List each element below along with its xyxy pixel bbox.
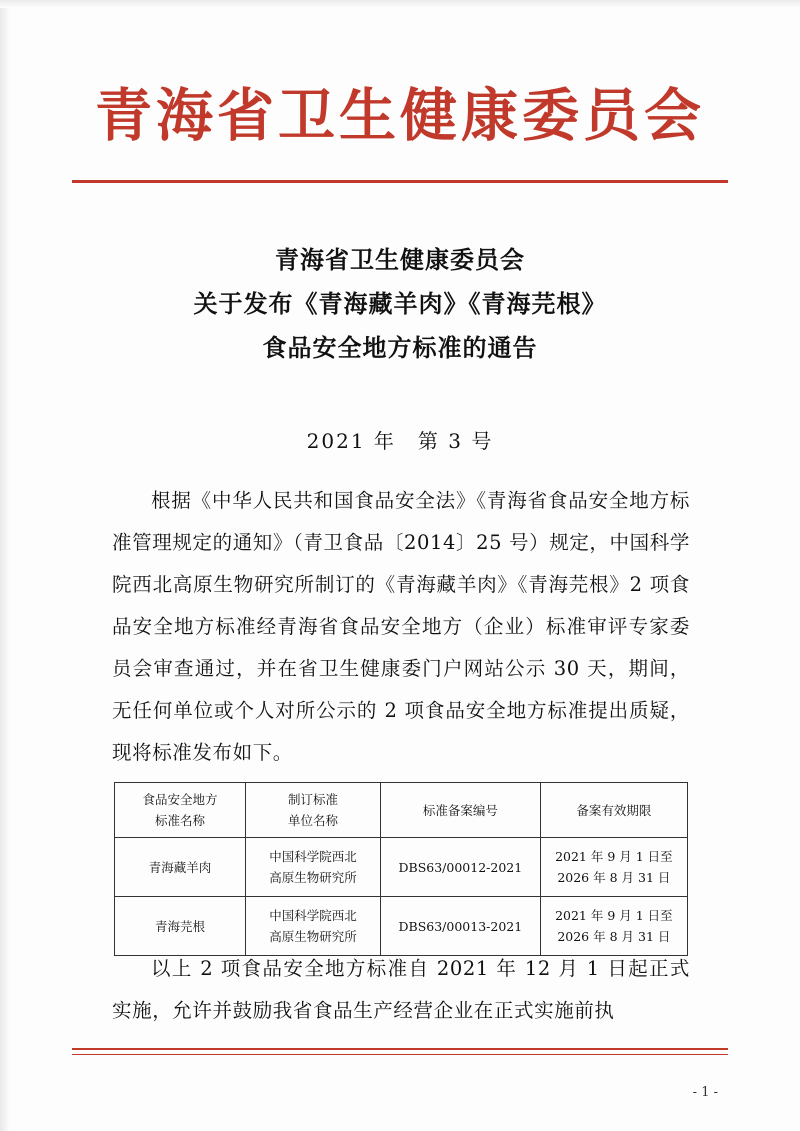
scan-edge-left [0,0,10,1131]
table-row [115,838,688,897]
standards-table [114,782,688,956]
table-header-name-line-2: 标准名称 [155,813,206,828]
masthead-divider [72,180,728,183]
table-cell-validity [540,897,687,956]
masthead [0,82,800,149]
table-header-unit [246,783,381,838]
table-cell-validity-line-1: 2021 年 9 月 1 日至 [555,908,673,923]
masthead-title: 青海省卫生健康委员会 [95,82,705,149]
table-cell-code: DBS63/00012-2021 [380,838,540,897]
table-header-row [115,783,688,838]
table-cell-validity-line-2: 2026 年 8 月 31 日 [557,929,671,944]
document-number: 2021 年 第 3 号 [306,429,494,453]
table-header-validity: 备案有效期限 [540,783,687,838]
document-title-line-2: 关于发布《青海藏羊肉》《青海芫根》 [193,289,607,318]
scan-edge-top [0,0,800,8]
table-cell-unit-line-1: 中国科学院西北 [269,849,357,864]
footer-divider-thin [72,1054,728,1055]
table-cell-name: 青海芫根 [115,897,246,956]
table-header-name [115,783,246,838]
table-cell-name: 青海藏羊肉 [115,838,246,897]
table-header-code: 标准备案编号 [380,783,540,838]
table-cell-unit-line-2: 高原生物研究所 [269,929,357,944]
table-cell-validity [540,838,687,897]
table-cell-unit-line-1: 中国科学院西北 [269,908,357,923]
table-cell-validity-line-1: 2021 年 9 月 1 日至 [555,849,673,864]
table-cell-validity-line-2: 2026 年 8 月 31 日 [557,870,671,885]
page-number: - 1 - [692,1085,718,1100]
table-header-name-line-1: 食品安全地方 [142,792,218,807]
document-title-line-3: 食品安全地方标准的通告 [262,333,538,362]
document-title [100,238,700,370]
table-cell-unit-line-2: 高原生物研究所 [269,870,357,885]
closing-paragraph: 以上 2 项食品安全地方标准自 2021 年 12 月 1 日起正式实施，允许并鼓励我省食品生产经营企业在正式实施前执 [112,957,690,1022]
body-text [112,480,690,774]
table-header-unit-line-1: 制订标准 [288,792,339,807]
table-cell-unit [246,897,381,956]
closing-text [112,948,690,1032]
body-paragraph: 根据《中华人民共和国食品安全法》《青海省食品安全地方标准管理规定的通知》（青卫食品〔2014〕25 号）规定，中国科学院西北高原生物研究所制订的《青海藏羊肉》《青海芫根》2 项食品安全地方标准经青海省食品安全地方（企业）标准审评专家委员会审查通过，并在省卫生健康委门户网站公示 30 天，期间，无任何单位或个人对所公示的 2 项食品安全地方标准提出质疑，现将标准发布如下。 [112,489,690,764]
table-cell-unit [246,838,381,897]
table-cell-code: DBS63/00013-2021 [380,897,540,956]
footer-divider-thick [72,1048,728,1050]
table-header-unit-line-2: 单位名称 [288,813,339,828]
document-title-line-1: 青海省卫生健康委员会 [275,245,525,274]
table-row [115,897,688,956]
